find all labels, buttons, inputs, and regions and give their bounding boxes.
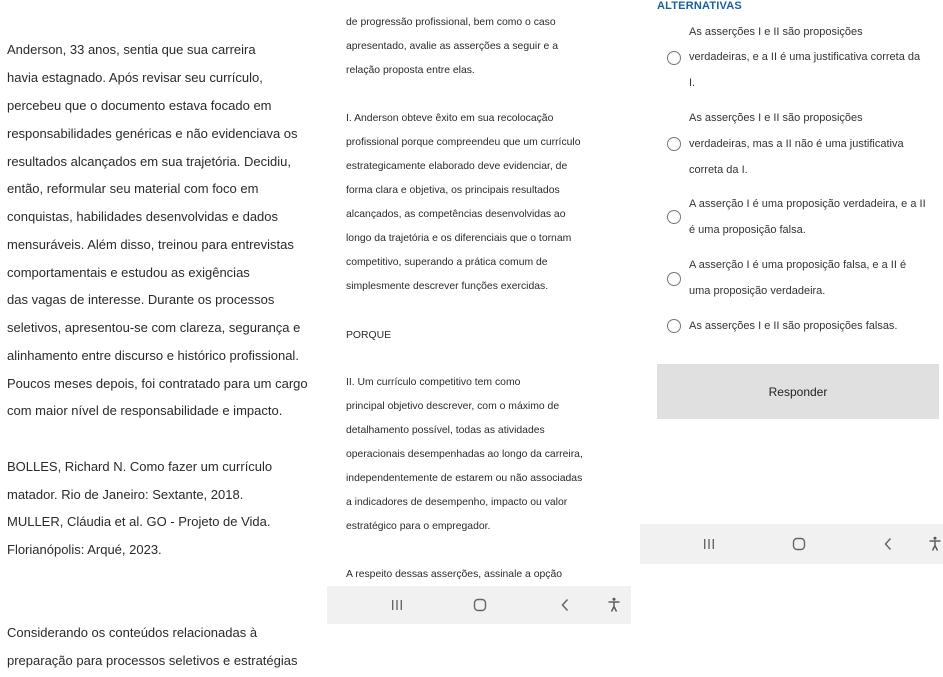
alternative-option-a[interactable] [640, 20, 943, 95]
recent-apps-icon[interactable] [387, 595, 407, 615]
back-icon[interactable] [555, 595, 575, 615]
submit-answer-button[interactable]: Responder [657, 364, 939, 419]
home-icon[interactable] [470, 595, 490, 615]
recent-apps-icon[interactable] [699, 534, 719, 554]
assertion-text-line: A respeito dessas asserções, assinale a opção [346, 569, 563, 580]
assertion-text-line: alcançados, as competências desenvolvidas ao [346, 209, 566, 220]
context-text-line: preparação para processos seletivos e estratégias [7, 653, 298, 668]
option-text-line: correta da I. [689, 164, 748, 176]
reference-line: MULLER, Cláudia et al. GO - Projeto de Vida. [7, 514, 271, 529]
option-text-line: As asserções I e II são proposições [689, 112, 863, 124]
context-text-line: Considerando os conteúdos relacionadas à [7, 625, 258, 640]
context-text-line: então, reformular seu material com foco em [7, 181, 259, 196]
assertion-text-line: I. Anderson obteve êxito em sua recolocação [346, 113, 554, 124]
system-navigation-bar [327, 586, 631, 624]
option-text-line: As asserções I e II são proposições [689, 26, 863, 38]
context-text-line: com maior nível de responsabilidade e impacto. [7, 403, 283, 418]
alternatives-panel [640, 0, 943, 677]
radio-button[interactable] [667, 319, 681, 333]
option-text-line: I. [689, 77, 696, 89]
option-text-line: A asserção I é uma proposição falsa, e a II é [689, 259, 907, 271]
context-text-line: comportamentais e estudou as exigências [7, 265, 250, 280]
radio-button[interactable] [667, 51, 681, 65]
context-text-line: alinhamento entre discurso e histórico profissional. [7, 348, 299, 363]
alternative-option-c[interactable] [640, 192, 943, 240]
radio-button[interactable] [667, 137, 681, 151]
option-text-line: verdadeiras, e a II é uma justificativa correta da [689, 51, 921, 63]
home-icon[interactable] [789, 534, 809, 554]
porque-connector: PORQUE [346, 330, 392, 341]
context-text-line: Poucos meses depois, foi contratado para um cargo [7, 376, 308, 391]
alternative-option-d[interactable] [640, 253, 943, 301]
alternative-option-b[interactable] [640, 106, 943, 181]
option-text-line: verdadeiras, mas a II não é uma justificativa [689, 138, 904, 150]
assertion-text-line: forma clara e objetiva, os principais resultados [346, 185, 560, 196]
assertion-text-line: profissional porque compreendeu que um currículo [346, 137, 581, 148]
alternatives-title: ALTERNATIVAS [657, 0, 742, 12]
reference-line: Florianópolis: Arqué, 2023. [7, 542, 162, 557]
context-text-line: seletivos, apresentou-se com clareza, segurança e [7, 320, 301, 335]
context-text-line: conquistas, habilidades desenvolvidas e dados [7, 209, 279, 224]
assertions-column [327, 0, 631, 677]
assertion-text-line: longo da trajetória e os diferenciais que o tornam [346, 233, 572, 244]
context-text-line: Anderson, 33 anos, sentia que sua carreira [7, 42, 256, 57]
back-icon[interactable] [878, 534, 898, 554]
assertion-text-line: II. Um currículo competitivo tem como [346, 377, 521, 388]
assertion-text-line: independentemente de estarem ou não associadas [346, 473, 583, 484]
assertion-text-line: principal objetivo descrever, com o máximo de [346, 401, 560, 412]
radio-button[interactable] [667, 210, 681, 224]
assertion-text-line: relação proposta entre elas. [346, 65, 475, 76]
context-text-line: percebeu que o documento estava focado em [7, 98, 272, 113]
alternative-option-e[interactable] [640, 314, 943, 340]
assertion-text-line: detalhamento possível, todas as atividades [346, 425, 545, 436]
reference-line: BOLLES, Richard N. Como fazer um currículo [7, 459, 273, 474]
assertion-text-line: competitivo, superando a prática comum de [346, 257, 548, 268]
context-text-line: havia estagnado. Após revisar seu currículo, [7, 70, 263, 85]
context-text-line: responsabilidades genéricas e não evidenciava os [7, 126, 298, 141]
assertion-text-line: simplesmente descrever funções exercidas. [346, 281, 549, 292]
context-text-line: mensuráveis. Além disso, treinou para entrevistas [7, 237, 294, 252]
assertion-text-line: apresentado, avalie as asserções a seguir e a [346, 41, 558, 52]
context-text-line: resultados alcançados em sua trajetória. Decidiu, [7, 154, 291, 169]
option-text-line: As asserções I e II são proposições falsas. [689, 320, 898, 332]
option-text-line: é uma proposição falsa. [689, 224, 806, 236]
radio-button[interactable] [667, 272, 681, 286]
reference-line: matador. Rio de Janeiro: Sextante, 2018. [7, 487, 244, 502]
assertion-text-line: a indicadores de desempenho, impacto ou valor [346, 497, 568, 508]
assertion-text-line: operacionais desempenhadas ao longo da carreira, [346, 449, 583, 460]
accessibility-icon[interactable] [928, 534, 943, 554]
context-text-line: das vagas de interesse. Durante os processos [7, 292, 275, 307]
accessibility-icon[interactable] [604, 595, 624, 615]
assertion-text-line: estratégico para o empregador. [346, 521, 491, 532]
assertion-text-line: de progressão profissional, bem como o caso [346, 17, 556, 28]
option-text-line: uma proposição verdadeira. [689, 285, 826, 297]
option-text-line: A asserção I é uma proposição verdadeira, e a II [689, 198, 926, 210]
assertion-text-line: estrategicamente elaborado deve evidenciar, de [346, 161, 568, 172]
system-navigation-bar [640, 524, 943, 564]
